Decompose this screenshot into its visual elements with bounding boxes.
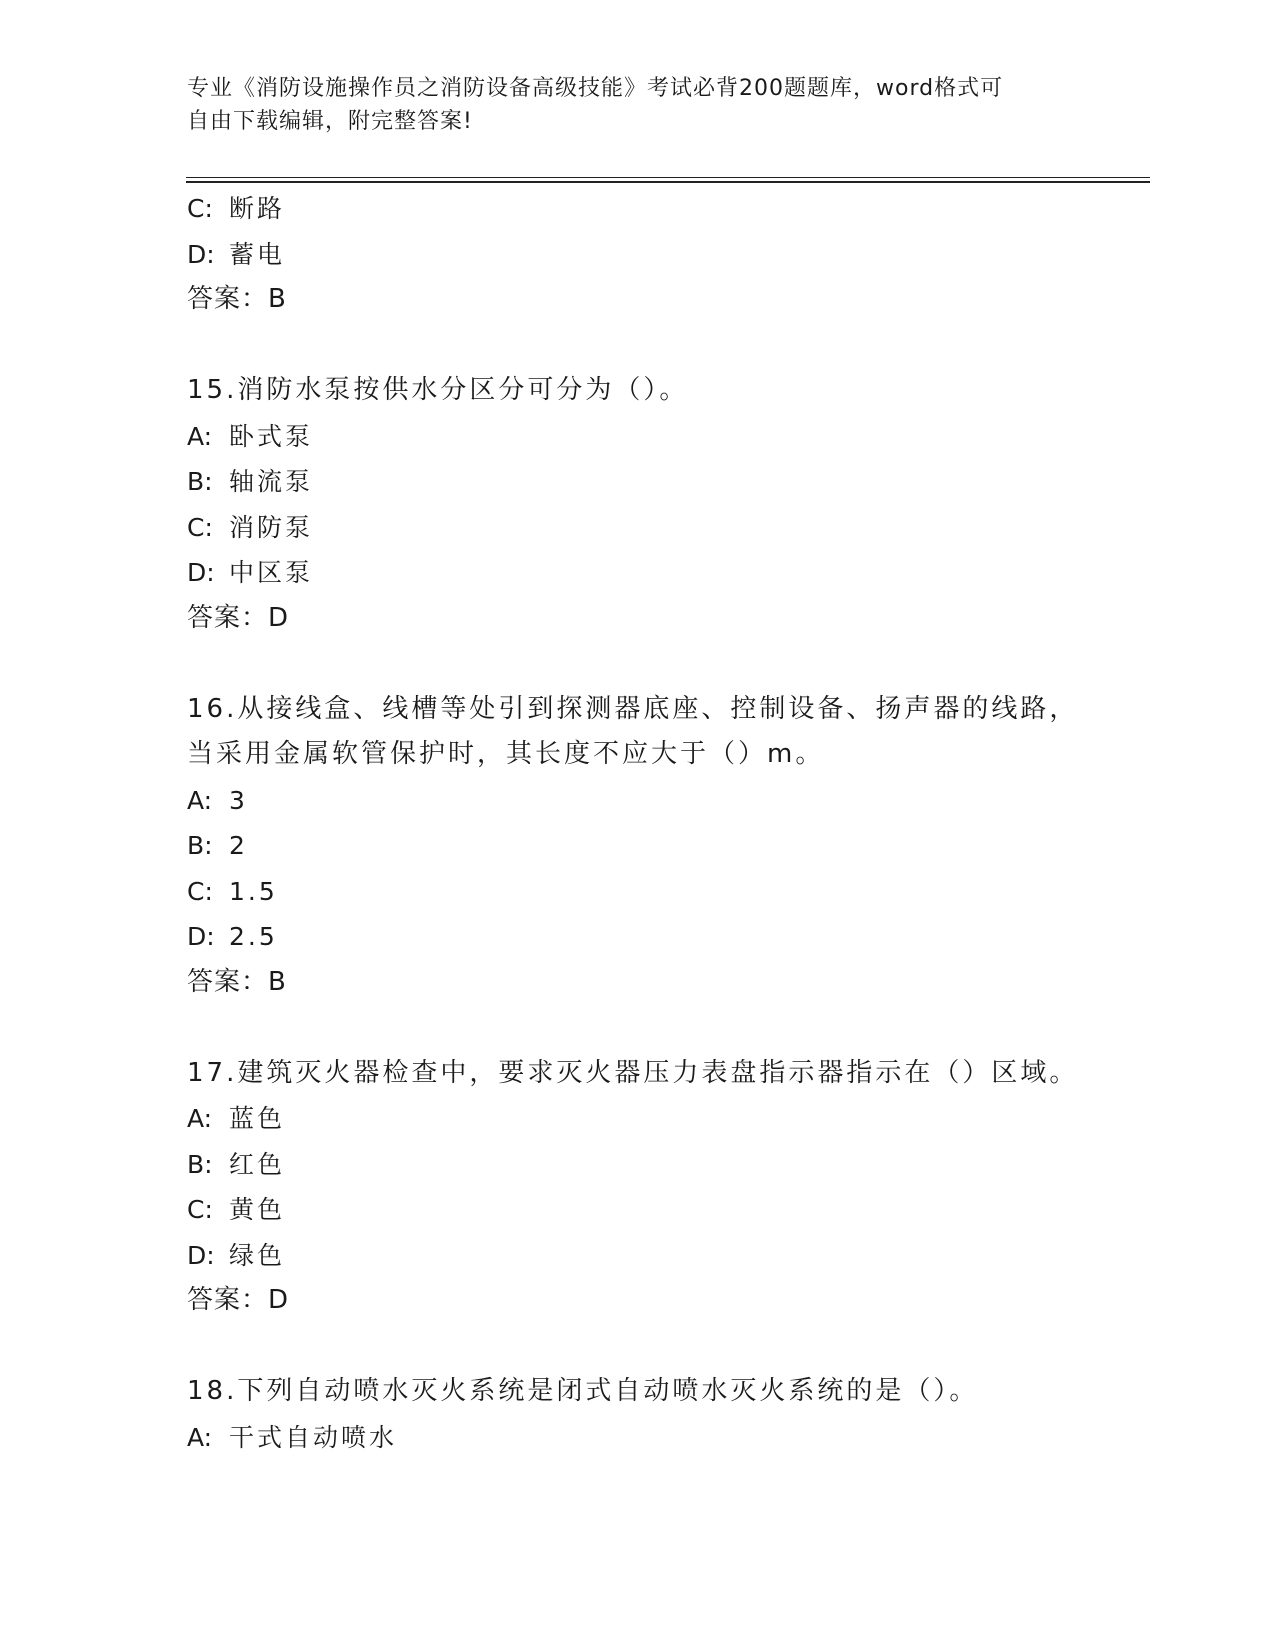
option-key: D: <box>187 239 215 269</box>
header-title-line-1: 专业《消防设施操作员之消防设备高级技能》考试必背200题题库，word格式可 <box>187 76 1004 101</box>
option-text: 黄色 <box>229 1195 286 1224</box>
option-key: C: <box>187 512 213 542</box>
option-line <box>187 550 1147 596</box>
option-line <box>187 1187 1147 1233</box>
option-line <box>187 1233 1147 1279</box>
option-key: A: <box>187 1422 213 1452</box>
answer-line: 答案：B <box>187 284 287 314</box>
document-header <box>187 72 1067 138</box>
option-text: 干式自动喷水 <box>229 1422 398 1452</box>
option-line <box>187 232 1147 278</box>
option-key: D: <box>187 558 215 587</box>
spacer <box>187 323 1147 369</box>
answer-line: 答案：B <box>187 966 287 997</box>
option-key: D: <box>187 922 215 951</box>
answer-line: 答案：D <box>187 1285 290 1315</box>
option-line <box>187 869 1147 915</box>
option-key: B: <box>187 467 213 496</box>
option-text: 卧式泵 <box>229 421 314 451</box>
question-stem: 18.下列自动喷水灭火系统是闭式自动喷水灭火系统的是（）。 <box>187 1376 979 1406</box>
question-list <box>187 186 1147 1460</box>
option-text: 中区泵 <box>229 558 314 587</box>
question-stem: 16.从接线盒、线槽等处引到探测器底座、控制设备、扬声器的线路， <box>187 693 1079 724</box>
option-key: A: <box>187 1104 213 1133</box>
option-key: C: <box>187 194 213 223</box>
option-line <box>187 1142 1147 1188</box>
option-text: 绿色 <box>229 1240 286 1270</box>
option-key: D: <box>187 1240 215 1270</box>
question-stem-continued: 当采用金属软管保护时，其长度不应大于（）m。 <box>187 739 825 769</box>
header-title-line-2: 自由下载编辑，附完整答案! <box>187 109 473 134</box>
option-text: 1.5 <box>229 876 278 906</box>
spacer <box>187 641 1147 687</box>
option-line <box>187 459 1147 505</box>
option-line <box>187 1415 1147 1461</box>
option-key: A: <box>187 421 213 451</box>
option-text: 蓝色 <box>229 1104 286 1133</box>
question-stem: 15.消防水泵按供水分区分可分为（）。 <box>187 375 689 405</box>
option-text: 2 <box>229 831 248 860</box>
option-line <box>187 1096 1147 1142</box>
option-key: C: <box>187 876 213 906</box>
option-text: 2.5 <box>229 922 278 951</box>
option-key: C: <box>187 1195 213 1224</box>
option-line <box>187 414 1147 460</box>
option-key: B: <box>187 831 213 860</box>
question-stem: 17.建筑灭火器检查中，要求灭火器压力表盘指示器指示在（）区域。 <box>187 1057 1079 1088</box>
option-line <box>187 186 1147 232</box>
spacer <box>187 1324 1147 1370</box>
option-text: 3 <box>229 785 248 815</box>
option-text: 蓄电 <box>229 239 286 269</box>
option-text: 消防泵 <box>229 512 314 542</box>
option-line <box>187 505 1147 551</box>
spacer <box>187 1005 1147 1051</box>
option-line <box>187 778 1147 824</box>
option-key: A: <box>187 785 213 815</box>
answer-line: 答案：D <box>187 602 290 633</box>
option-line <box>187 914 1147 960</box>
header-rule-thick <box>186 181 1150 183</box>
option-text: 轴流泵 <box>229 467 314 496</box>
option-key: B: <box>187 1149 213 1179</box>
header-rule-thin <box>186 177 1150 178</box>
option-text: 红色 <box>229 1149 286 1179</box>
option-text: 断路 <box>229 194 286 223</box>
option-line <box>187 823 1147 869</box>
